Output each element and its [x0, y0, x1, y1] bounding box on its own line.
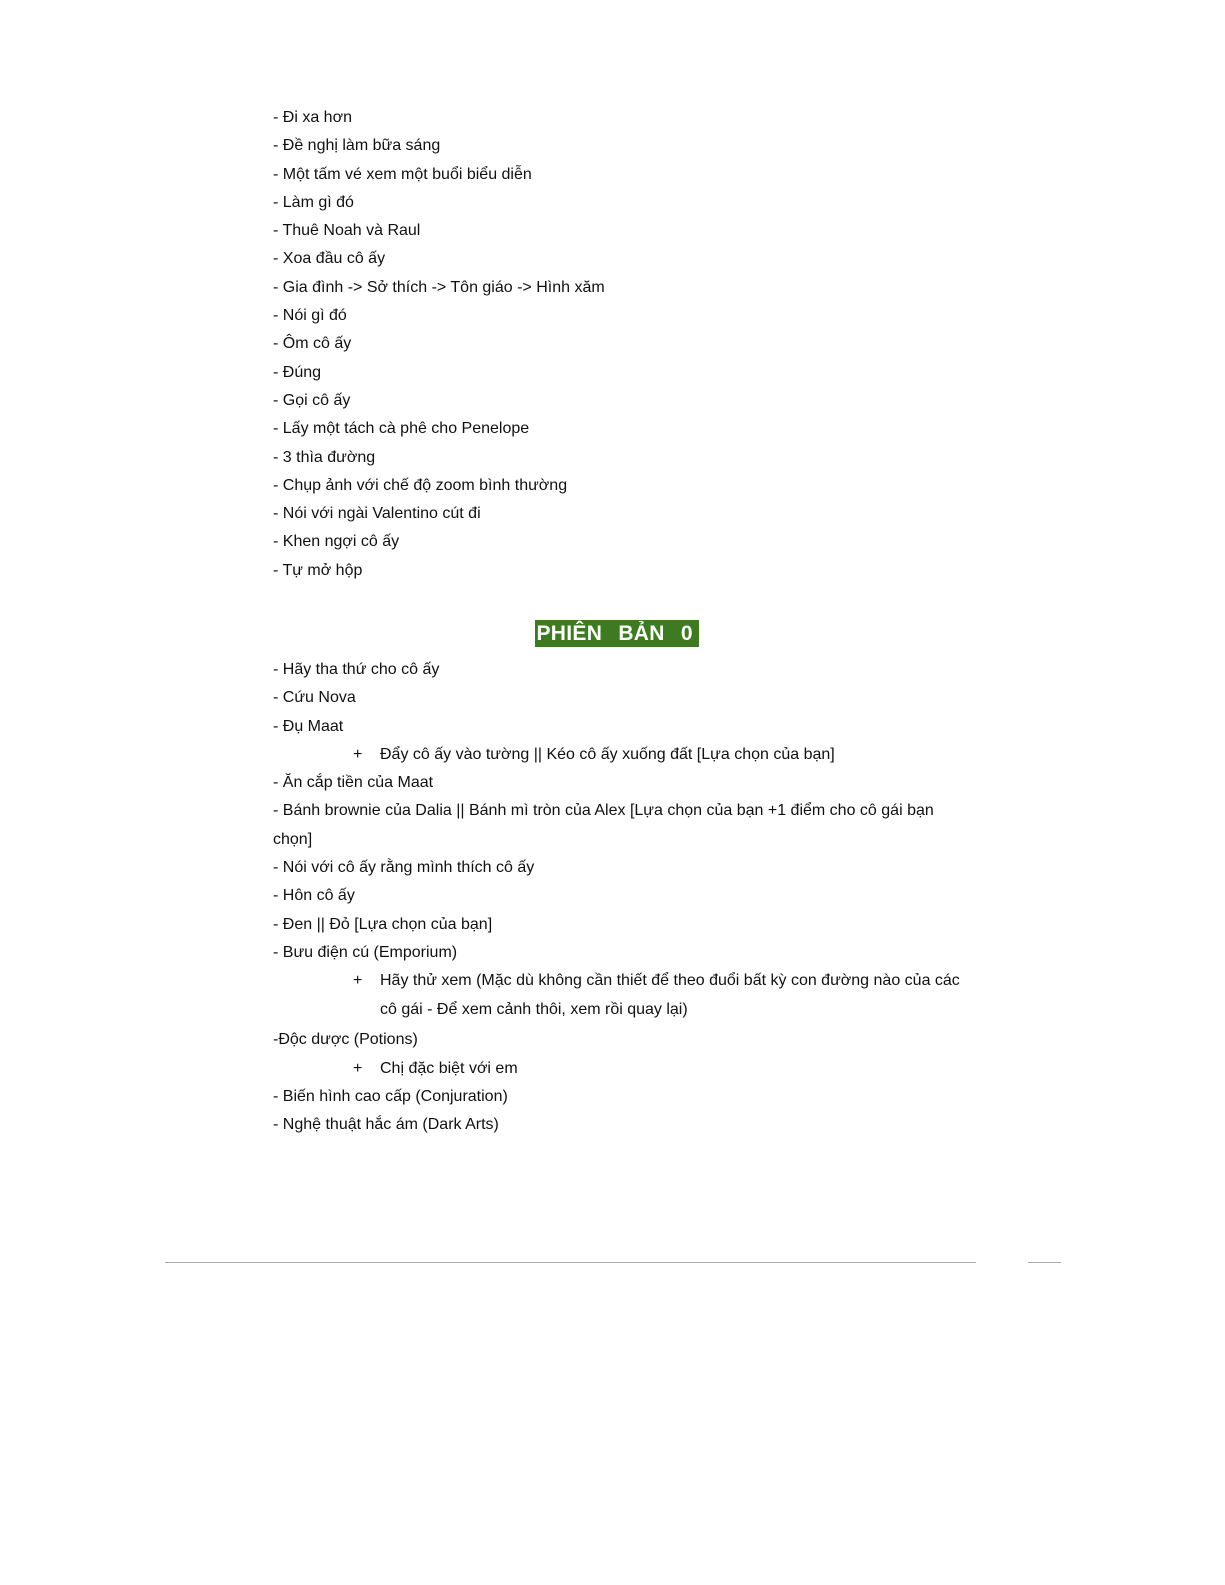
list-item: - Làm gì đó [273, 193, 354, 211]
list-item: - Đúng [273, 363, 322, 381]
list-item: - Biến hình cao cấp (Conjuration) [273, 1088, 508, 1106]
page-divider [165, 1262, 976, 1263]
list-item: -Độc dược (Potions) [273, 1030, 418, 1048]
list-item: - 3 thìa đường [273, 448, 376, 466]
list-item: - Nói với ngài Valentino cút đi [273, 505, 481, 523]
list-item: - Tự mở hộp [273, 561, 363, 579]
sub-item-text: Hãy thử xem (Mặc dù không cần thiết để theo đuổi bất kỳ con đường nào của các cô gái - Để xem cảnh thôi, xem rồi quay lại) [380, 972, 960, 1018]
list-item: - Nói với cô ấy rằng mình thích cô ấy [273, 859, 535, 877]
list-item: - Nói gì đó [273, 307, 347, 325]
list-item: - Gia đình -> Sở thích -> Tôn giáo -> Hình xăm [273, 278, 605, 296]
list-item: - Lấy một tách cà phê cho Penelope [273, 420, 530, 438]
list-item: - Ăn cắp tiền của Maat [273, 774, 434, 792]
bullet-plus-icon: + [353, 745, 363, 763]
sub-list-item [273, 967, 963, 1024]
list-item: - Nghệ thuật hắc ám (Dark Arts) [273, 1116, 499, 1134]
section-heading-wrapper [0, 620, 1225, 652]
list-item: - Hãy tha thứ cho cô ấy [273, 661, 440, 678]
bullet-plus-icon: + [353, 972, 363, 990]
list-item: - Gọi cô ấy [273, 391, 351, 409]
list-item: - Cứu Nova [273, 689, 356, 707]
list-item: - Đề nghị làm bữa sáng [273, 137, 441, 155]
sub-item-text: Đẩy cô ấy vào tường || Kéo cô ấy xuống đất [Lựa chọn của bạn] [380, 745, 835, 763]
list-item: - Chụp ảnh với chế độ zoom bình thường [273, 476, 568, 494]
list-item: - Thuê Noah và Raul [273, 222, 421, 240]
list-item: - Bánh brownie của Dalia || Bánh mì tròn của Alex [Lựa chọn của bạn +1 điểm cho cô gái bạn chọn] [273, 802, 934, 848]
sub-list-item [273, 1055, 963, 1083]
list-item: - Khen ngợi cô ấy [273, 533, 400, 551]
list-item: - Xoa đầu cô ấy [273, 250, 386, 268]
bullet-plus-icon: + [353, 1059, 363, 1077]
list-item: - Hôn cô ấy [273, 887, 355, 905]
list-item: - Bưu điện cú (Emporium) [273, 943, 458, 961]
choices-list-part-two [273, 656, 963, 1140]
choices-list-part-one [273, 104, 963, 585]
list-item: - Đụ Maat [273, 717, 344, 735]
list-item: - Một tấm vé xem một buổi biểu diễn [273, 165, 532, 183]
section-heading: PHIÊN BẢN 0 [535, 620, 699, 647]
list-item: - Đi xa hơn [273, 109, 352, 126]
sub-item-text: Chị đặc biệt với em [380, 1059, 518, 1077]
page-divider-tail [1028, 1262, 1061, 1263]
list-item: - Ôm cô ấy [273, 335, 352, 353]
sub-list-item [273, 741, 963, 769]
list-item: - Đen || Đỏ [Lựa chọn của bạn] [273, 915, 493, 933]
